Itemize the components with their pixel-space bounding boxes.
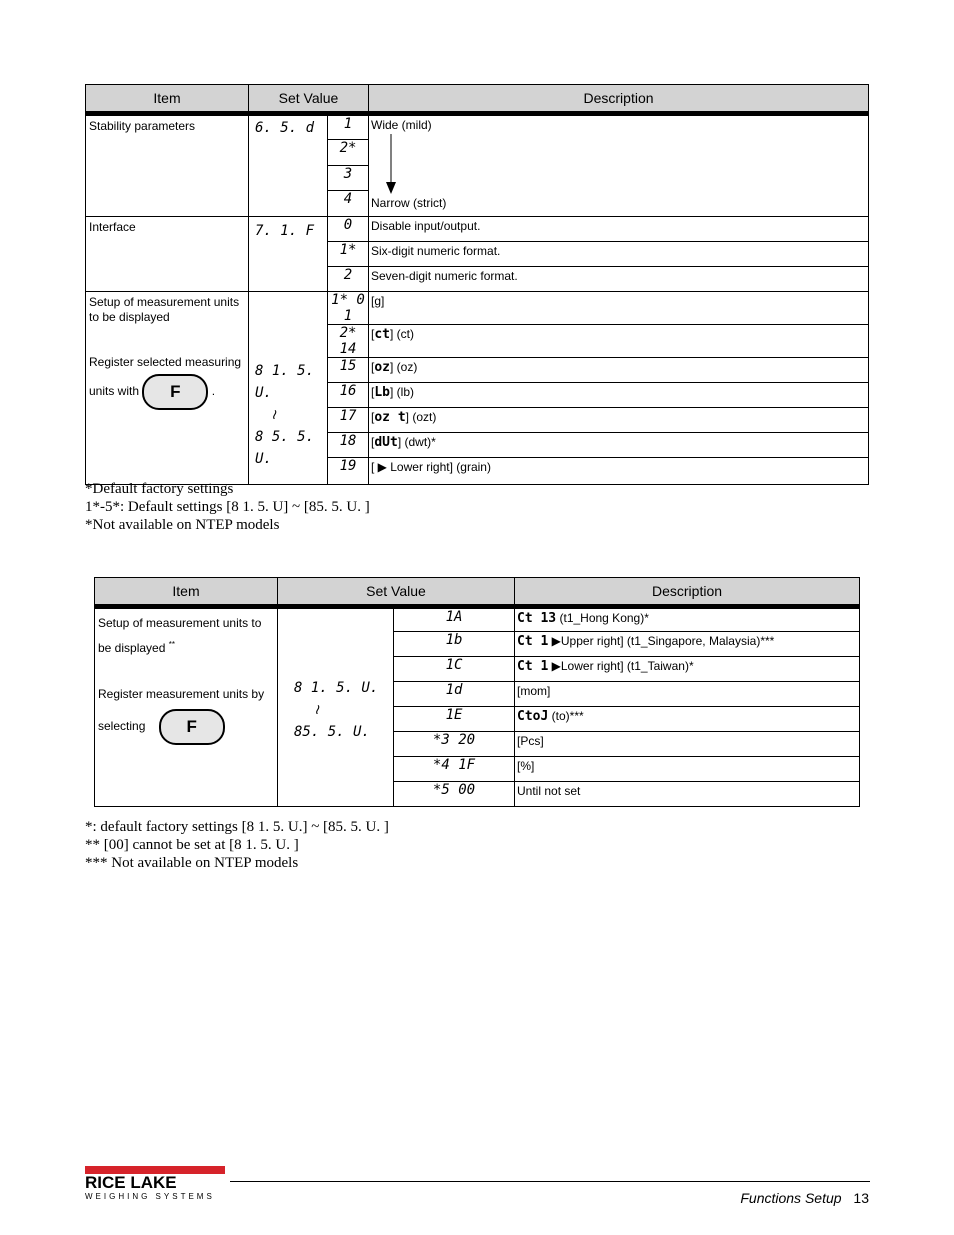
units-value: 2* 14 — [328, 325, 369, 358]
stability-value: 4 — [328, 191, 369, 217]
interface-desc: Six-digit numeric format. — [369, 242, 869, 267]
table-1 — [85, 84, 869, 485]
triangle-right-icon: ▶ — [377, 460, 387, 474]
note-line: 1*-5*: Default settings [8 1. 5. U] ~ [85. 5. U. ] — [85, 499, 370, 515]
stability-value: 3 — [328, 165, 369, 191]
table1-notes — [85, 480, 370, 534]
interface-value: 0 — [328, 217, 369, 242]
t2-desc-text: (t1_Hong Kong)* — [559, 611, 649, 625]
seg-display-icon: Ct 1 — [517, 634, 549, 649]
ozt-segment-icon: oz t — [374, 410, 406, 425]
units-desc: [oz] (oz) — [369, 358, 869, 383]
stability-item: Stability parameters — [86, 114, 249, 217]
t2-desc: [Pcs] — [515, 732, 860, 757]
units-code-start: 8 1. 5. U. — [255, 363, 315, 401]
t2-desc — [515, 607, 860, 632]
header-description: Description — [369, 85, 869, 114]
stability-narrow: Narrow (strict) — [371, 196, 447, 210]
units-desc: [ ▶ Lower right] (grain) — [369, 458, 869, 485]
units-item-dot: . — [211, 384, 216, 399]
t2-value: 1A — [394, 607, 515, 632]
t2-value: 1d — [394, 682, 515, 707]
t2-desc: Until not set — [515, 782, 860, 807]
t2-value: 1b — [394, 632, 515, 657]
units-value: 17 — [328, 408, 369, 433]
t2-item-setup — [98, 612, 274, 659]
t2-desc — [515, 657, 860, 682]
logo-brand: RICE LAKE — [85, 1173, 177, 1192]
note-line: *: default factory settings [8 1. 5. U.] ~ [85. 5. U. ] — [85, 819, 389, 835]
interface-desc: Seven-digit numeric format. — [369, 267, 869, 292]
units-desc-text: (ct) — [396, 327, 414, 341]
t2-desc — [515, 707, 860, 732]
t2-desc: [mom] — [515, 682, 860, 707]
interface-value: 1* — [328, 242, 369, 267]
units-desc: [g] — [369, 292, 869, 325]
t2-item-selecting: selecting — [98, 719, 146, 734]
table-2 — [94, 577, 860, 807]
stability-wide: Wide (mild) — [371, 118, 432, 132]
header-set-value: Set Value — [249, 85, 369, 114]
t2-item-register: Register measurement units by — [98, 687, 265, 701]
oz-segment-icon: oz — [374, 360, 390, 375]
units-value: 16 — [328, 383, 369, 408]
t2-item-setup-text: Setup of measurement units to be displayed — [98, 616, 262, 655]
units-desc: [dUt] (dwt)* — [369, 433, 869, 458]
ct-segment-icon: ct — [374, 327, 390, 342]
header-description: Description — [515, 578, 860, 607]
t2-value: 1C — [394, 657, 515, 682]
footer-rule — [230, 1181, 870, 1182]
note-line: ** [00] cannot be set at [8 1. 5. U. ] — [85, 837, 299, 853]
stability-value: 1 — [328, 114, 369, 140]
units-code-tilde: ≀ — [271, 407, 277, 423]
table2-notes — [85, 818, 389, 872]
units-desc: [ct] (ct) — [369, 325, 869, 358]
units-code — [249, 292, 328, 485]
dwt-segment-icon: dUt — [374, 435, 398, 450]
arrow-down-icon — [385, 134, 397, 196]
t2-code-end: 85. 5. U. — [294, 724, 370, 740]
lb-segment-icon: Lb — [374, 385, 390, 400]
units-value: 1* 0 1 — [328, 292, 369, 325]
units-value: 18 — [328, 433, 369, 458]
interface-value: 2 — [328, 267, 369, 292]
note-line: *Default factory settings — [85, 481, 234, 497]
footer-section: Functions Setup — [740, 1190, 842, 1206]
t2-value: *4 1F — [394, 757, 515, 782]
units-desc-text: (dwt)* — [404, 435, 436, 449]
units-item — [86, 292, 249, 485]
units-item-setup: Setup of measurement units to be displayed — [89, 295, 240, 324]
stability-code: 6. 5. d — [249, 114, 328, 217]
units-item-register: Register selected measuring — [89, 355, 242, 369]
units-desc: [oz t] (ozt) — [369, 408, 869, 433]
seg-display-icon: CtoJ — [517, 709, 549, 724]
t2-value: 1E — [394, 707, 515, 732]
units-value: 15 — [328, 358, 369, 383]
header-item: Item — [86, 85, 249, 114]
units-desc-text: (lb) — [396, 385, 415, 399]
footer-text — [740, 1190, 869, 1206]
rice-lake-logo — [85, 1166, 225, 1201]
t2-code — [278, 607, 394, 807]
seg-display-icon: Ct 1 — [517, 659, 549, 674]
units-item-with: units with — [89, 384, 140, 399]
note-line: *Not available on NTEP models — [85, 517, 280, 533]
f-key-icon: F — [142, 374, 208, 410]
footer-page: 13 — [853, 1190, 869, 1206]
stability-desc — [369, 114, 869, 217]
interface-code: 7. 1. F — [249, 217, 328, 292]
units-desc-text: (oz) — [396, 360, 418, 374]
units-desc: [Lb] (lb) — [369, 383, 869, 408]
interface-item: Interface — [86, 217, 249, 292]
units-value: 19 — [328, 458, 369, 485]
logo-sub: WEIGHING SYSTEMS — [85, 1192, 215, 1201]
t2-desc: [%] — [515, 757, 860, 782]
note-line: *** Not available on NTEP models — [85, 855, 299, 871]
t2-desc — [515, 632, 860, 657]
t2-item — [95, 607, 278, 807]
t2-desc-text: (to)*** — [551, 709, 584, 723]
f-key-icon: F — [159, 709, 225, 745]
units-code-end: 8 5. 5. U. — [255, 429, 315, 467]
t2-code-tilde: ≀ — [314, 702, 320, 718]
units-desc-text: Lower right] (grain) — [390, 460, 491, 474]
header-item: Item — [95, 578, 278, 607]
units-desc-text: (ozt) — [412, 410, 437, 424]
t2-value: *5 00 — [394, 782, 515, 807]
t2-value: *3 20 — [394, 732, 515, 757]
t2-code-start: 8 1. 5. U. — [294, 680, 379, 696]
header-set-value: Set Value — [278, 578, 515, 607]
interface-desc: Disable input/output. — [369, 217, 869, 242]
seg-display-icon: Ct 13 — [517, 611, 557, 626]
t2-desc-text: ▶Lower right] (t1_Taiwan)* — [551, 659, 694, 673]
stability-value: 2* — [328, 139, 369, 165]
t2-desc-text: ▶Upper right] (t1_Singapore, Malaysia)*** — [551, 634, 775, 648]
t2-item-sup: ** — [168, 640, 175, 649]
